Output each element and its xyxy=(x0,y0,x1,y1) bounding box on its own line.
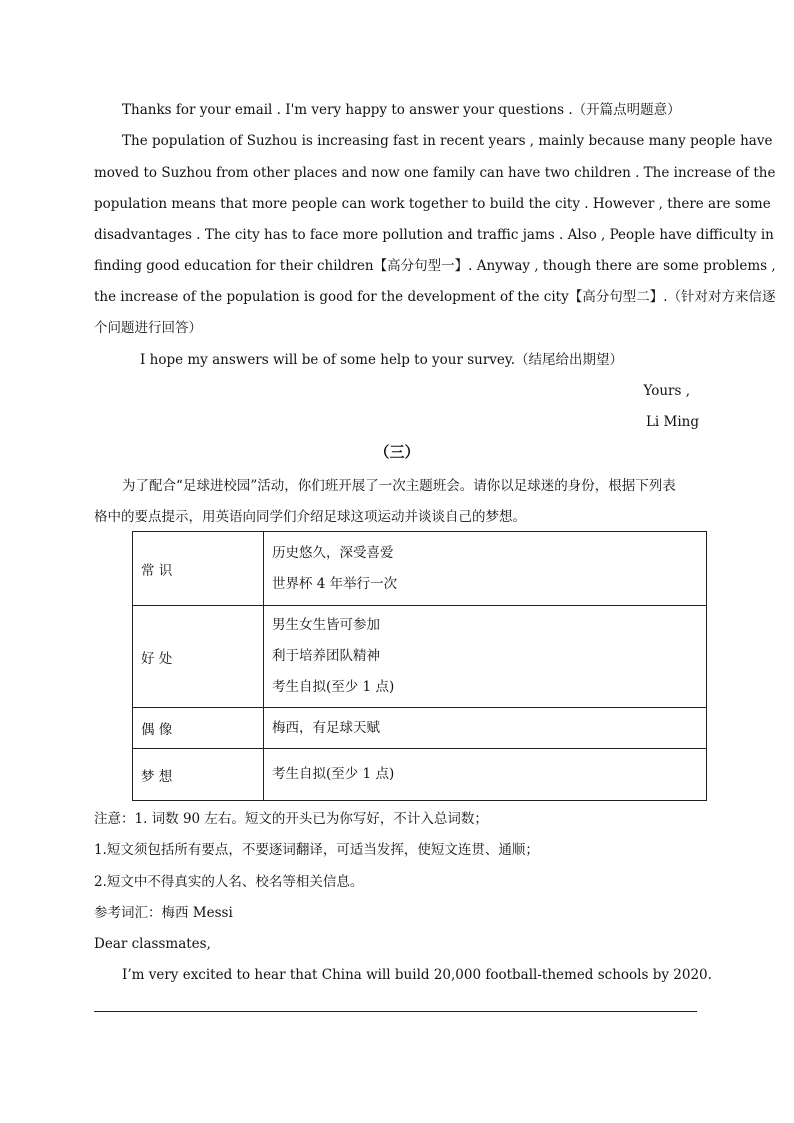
row-label: 偶 像 xyxy=(133,708,264,749)
row-content xyxy=(264,532,707,606)
note-line: 1.短文须包括所有要点，不要逐词翻译，可适当发挥，使短文连贯、通顺； xyxy=(94,842,539,858)
row-content xyxy=(264,708,707,749)
note-line: 2.短文中不得真实的人名、校名等相关信息。 xyxy=(94,874,364,890)
starter-first-line: I’m very excited to hear that China will build 20,000 football-themed schools by 2020. xyxy=(122,967,712,983)
letter-paragraph-2-line: The population of Suzhou is increasing fast in recent years , mainly because many people have xyxy=(122,133,773,149)
letter-paragraph-1: Thanks for your email . I'm very happy to answer your questions .（开篇点明题意） xyxy=(122,102,681,118)
writing-line[interactable] xyxy=(94,1011,697,1012)
table-row xyxy=(133,606,707,708)
row-item: 历史悠久，深受喜爱 xyxy=(272,544,394,561)
letter-paragraph-2-line: population means that more people can work together to build the city . However , there are some xyxy=(94,196,771,212)
letter-paragraph-2-line: the increase of the population is good for the development of the city【高分句型二】.（针对对方来信逐 xyxy=(94,289,776,305)
letter-closing: Yours , xyxy=(643,383,690,399)
table-row xyxy=(133,708,707,749)
row-content xyxy=(264,606,707,708)
row-label: 常 识 xyxy=(133,532,264,606)
row-item: 考生自拟(至少 1 点) xyxy=(272,679,395,695)
row-item: 考生自拟(至少 1 点) xyxy=(272,766,395,782)
table-row xyxy=(133,532,707,606)
letter-paragraph-3: I hope my answers will be of some help to your survey.（结尾给出期望） xyxy=(140,352,624,368)
note-line: 注意：1. 词数 90 左右。短文的开头已为你写好，不计入总词数； xyxy=(94,811,488,827)
row-label: 梦 想 xyxy=(133,749,264,801)
letter-paragraph-2-line: 个问题进行回答） xyxy=(94,320,202,336)
table-row xyxy=(133,749,707,801)
prompt-line: 为了配合“足球进校园”活动，你们班开展了一次主题班会。请你以足球迷的身份，根据下列表 xyxy=(122,478,676,494)
letter-paragraph-2-line: finding good education for their children【高分句型一】. Anyway , though there are some problems , xyxy=(94,258,776,274)
requirements-table xyxy=(132,531,707,801)
row-content xyxy=(264,749,707,801)
row-item: 梅西，有足球天赋 xyxy=(272,719,380,736)
row-item: 男生女生皆可参加 xyxy=(272,617,380,633)
letter-paragraph-2-line: disadvantages . The city has to face more pollution and traffic jams . Also , People have difficulty in xyxy=(94,227,774,243)
row-item: 世界杯 4 年举行一次 xyxy=(272,575,398,592)
section-title: （三） xyxy=(374,443,420,461)
row-item: 利于培养团队精神 xyxy=(272,648,380,664)
letter-paragraph-2-line: moved to Suzhou from other places and now one family can have two children . The increase of the xyxy=(94,165,776,181)
letter-signature: Li Ming xyxy=(645,414,699,430)
prompt-line: 格中的要点提示，用英语向同学们介绍足球这项运动并谈谈自己的梦想。 xyxy=(94,509,526,525)
starter-greeting: Dear classmates, xyxy=(94,936,211,952)
vocab-line: 参考词汇：梅西 Messi xyxy=(94,905,233,921)
row-label: 好 处 xyxy=(133,606,264,708)
